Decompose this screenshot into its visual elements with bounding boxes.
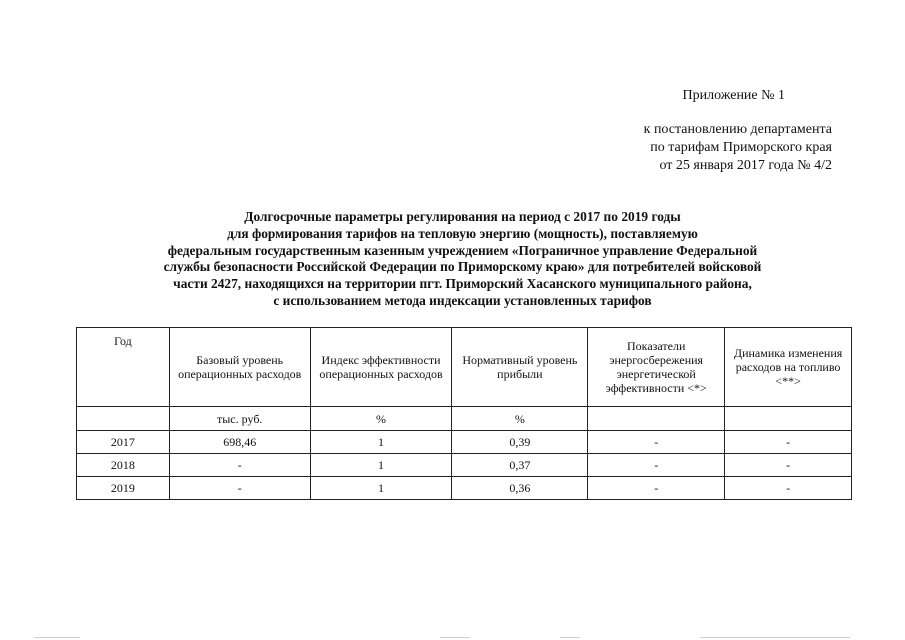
- decree-line: к постановлению департамента: [643, 122, 832, 137]
- title-line: части 2427, находящихся на территории пгт. Приморский Хасанского муниципального района,: [173, 276, 752, 292]
- document-title: [115, 209, 810, 310]
- unit-cell: тыс. руб.: [169, 407, 310, 431]
- table-cell: 0,36: [452, 477, 588, 500]
- table-row: [77, 431, 852, 454]
- header-profit-level: Нормативный уровень прибыли: [452, 328, 588, 407]
- table-cell: 0,37: [452, 454, 588, 477]
- year-cell: 2017: [77, 431, 170, 454]
- decree-reference: [644, 121, 832, 175]
- unit-cell: [725, 407, 852, 431]
- year-cell: 2018: [77, 454, 170, 477]
- table-cell: 698,46: [169, 431, 310, 454]
- decree-line: по тарифам Приморского края: [650, 140, 832, 155]
- table-cell: -: [169, 477, 310, 500]
- table-row: [77, 454, 852, 477]
- table-row: [77, 477, 852, 500]
- decree-line: от 25 января 2017 года № 4/2: [659, 158, 832, 173]
- table-cell: -: [169, 454, 310, 477]
- table-cell: -: [725, 477, 852, 500]
- year-cell: 2019: [77, 477, 170, 500]
- table-cell: -: [588, 477, 725, 500]
- table-cell: -: [725, 454, 852, 477]
- annex-label: Приложение № 1: [682, 88, 785, 103]
- unit-cell: [77, 407, 170, 431]
- table-cell: -: [588, 431, 725, 454]
- header-base-opex: Базовый уровень операционных расходов: [169, 328, 310, 407]
- unit-cell: %: [452, 407, 588, 431]
- parameters-table: [76, 327, 852, 500]
- title-line: для формирования тарифов на тепловую энергию (мощность), поставляемую: [227, 225, 698, 241]
- header-fuel-dynamics: Динамика изменения расходов на топливо <**>: [725, 328, 852, 407]
- header-year: Год: [77, 328, 170, 407]
- title-line: федеральным государственным казенным учреждением «Пограничное управление Федеральной: [167, 242, 758, 258]
- table-units-row: [77, 407, 852, 431]
- table-cell: 1: [310, 454, 452, 477]
- title-line: с использованием метода индексации установленных тарифов: [273, 292, 652, 308]
- header-efficiency-index: Индекс эффективности операционных расходов: [310, 328, 452, 407]
- header-energy-saving: Показатели энергосбережения энергетической эффективности <*>: [588, 328, 725, 407]
- title-line: Долгосрочные параметры регулирования на период с 2017 по 2019 годы: [244, 209, 681, 224]
- table-cell: 0,39: [452, 431, 588, 454]
- scan-edge-marks: [0, 636, 905, 640]
- table-cell: -: [588, 454, 725, 477]
- unit-cell: %: [310, 407, 452, 431]
- title-line: службы безопасности Российской Федерации по Приморскому краю» для потребителей войсковой: [163, 259, 762, 275]
- unit-cell: [588, 407, 725, 431]
- table-cell: 1: [310, 477, 452, 500]
- table-cell: -: [725, 431, 852, 454]
- table-header-row: [77, 328, 852, 407]
- table-cell: 1: [310, 431, 452, 454]
